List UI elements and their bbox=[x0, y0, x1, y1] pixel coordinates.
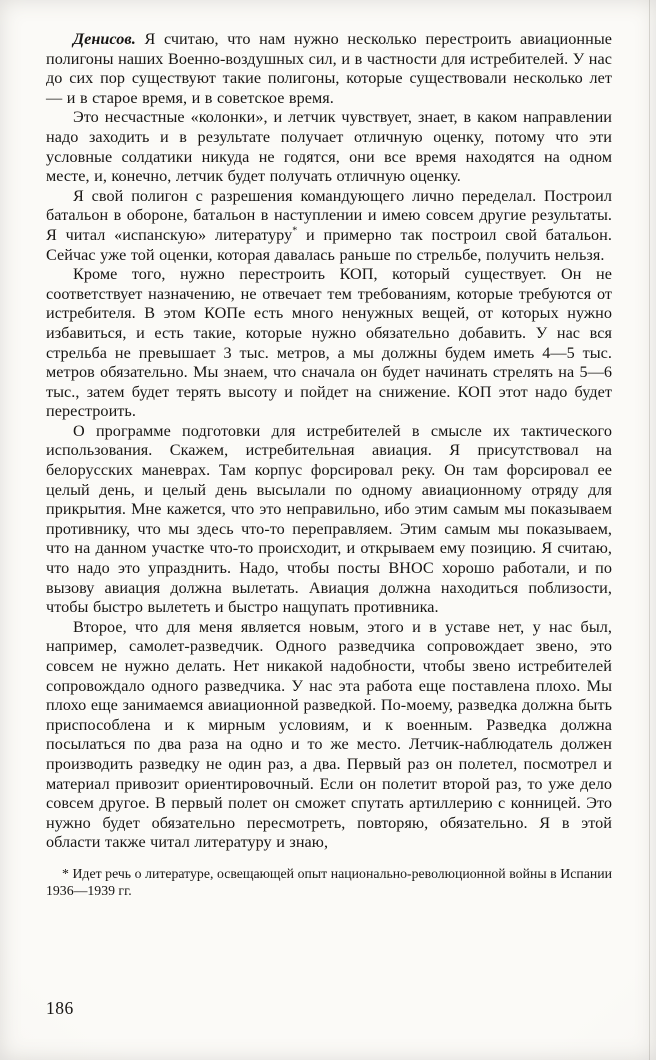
text-block bbox=[46, 30, 612, 900]
paragraph: Второе, что для меня является новым, этого и в уставе нет, у нас был, например, самолет-разведчик. Одного разведчика сопровождает звено, это совсем не нужно делать. Нет никакой надобности, чтобы звено истребителей сопровождало одного разведчика. У нас эта работа еще поставлена плохо. Мы плохо еще занимаемся авиационной разведкой. По-моему, разведка должна быть приспособлена и к мирным условиям, и к военным. Разведка должна посылаться по два раза на одно и то же место. Летчик-наблюдатель должен производить разведку не один раз, а два. Первый раз он полетел, посмотрел и материал привозит ориентировочный. Если он полетит второй раз, то уже дело совсем другое. В первый полет он сможет спутать артиллерию с конницей. Это нужно будет обязательно пересмотреть, повторяю, обязательно. Я в этой области также читал литературу и знаю, bbox=[46, 617, 612, 852]
footnote-text: Идет речь о литературе, освещающей опыт национально-революционной войны в Испании 1936—1939 гг. bbox=[46, 865, 612, 898]
paragraph: Это несчастные «колонки», и летчик чувствует, знает, в каком направлении надо заходить и в результате получает отличную оценку, потому что эти условные солдатики никуда не годятся, они все время находятся на одном месте, и, конечно, летчик будет получать отличную оценку. bbox=[46, 108, 612, 186]
footnote bbox=[46, 866, 612, 900]
paragraph bbox=[46, 187, 612, 265]
paragraph bbox=[46, 30, 612, 108]
paragraph-text: Я считаю, что нам нужно несколько перестроить авиационные полигоны наших Военно-воздушных сил, и в частности для истребителей. У нас до сих пор существуют такие полигоны, которые существовали несколько лет — и в старое время, и в советское время. bbox=[46, 30, 612, 107]
paragraph-text: и примерно так построил свой батальон. Сейчас уже той оценки, которая давалась раньше по стрельбе, получить нельзя. bbox=[46, 225, 612, 264]
footnote-marker: * bbox=[62, 865, 69, 881]
page-number: 186 bbox=[46, 998, 74, 1018]
footnote-reference-marker: * bbox=[292, 225, 298, 237]
paragraph: О программе подготовки для истребителей в смысле их тактического использования. Скажем, истребительная авиация. Я присутствовал на белорусских маневрах. Там корпус форсировал реку. Он там форсировал ее целый день, и целый день высылали по одному авиационному отряду для прикрытия. Мне кажется, что это неправильно, ибо этим самым мы показываем противнику, что мы здесь что-то переправляем. Этим самым мы показываем, что на данном участке что-то происходит, и открываем ему позицию. Я считаю, что надо это упразднить. Надо, чтобы посты ВНОС хорошо работали, и по вызову авиация должна вылетать. Авиация должна находиться поблизости, чтобы быстро вылететь и быстро нащупать противника. bbox=[46, 421, 612, 617]
paragraph: Кроме того, нужно перестроить КОП, который существует. Он не соответствует назначению, не отвечает тем требованиям, которые требуются от истребителя. В этом КОПе есть много ненужных вещей, от которых нужно избавиться, и есть такие, которые нужно обязательно добавить. У нас вся стрельба не превышает 3 тыс. метров, а мы должны будем иметь 4—5 тыс. метров обязательно. Мы знаем, что сначала он будет начинать стрелять на 5—6 тыс., затем будет терять высоту и пойдет на снижение. КОП этот надо будет перестроить. bbox=[46, 265, 612, 421]
paragraph-text: Я свой полигон с разрешения командующего лично переделал. Построил батальон в обороне, батальон в наступлении и имею совсем другие результаты. Я читал «испанскую» литературу bbox=[46, 186, 612, 244]
speaker-name: Денисов. bbox=[73, 30, 136, 48]
